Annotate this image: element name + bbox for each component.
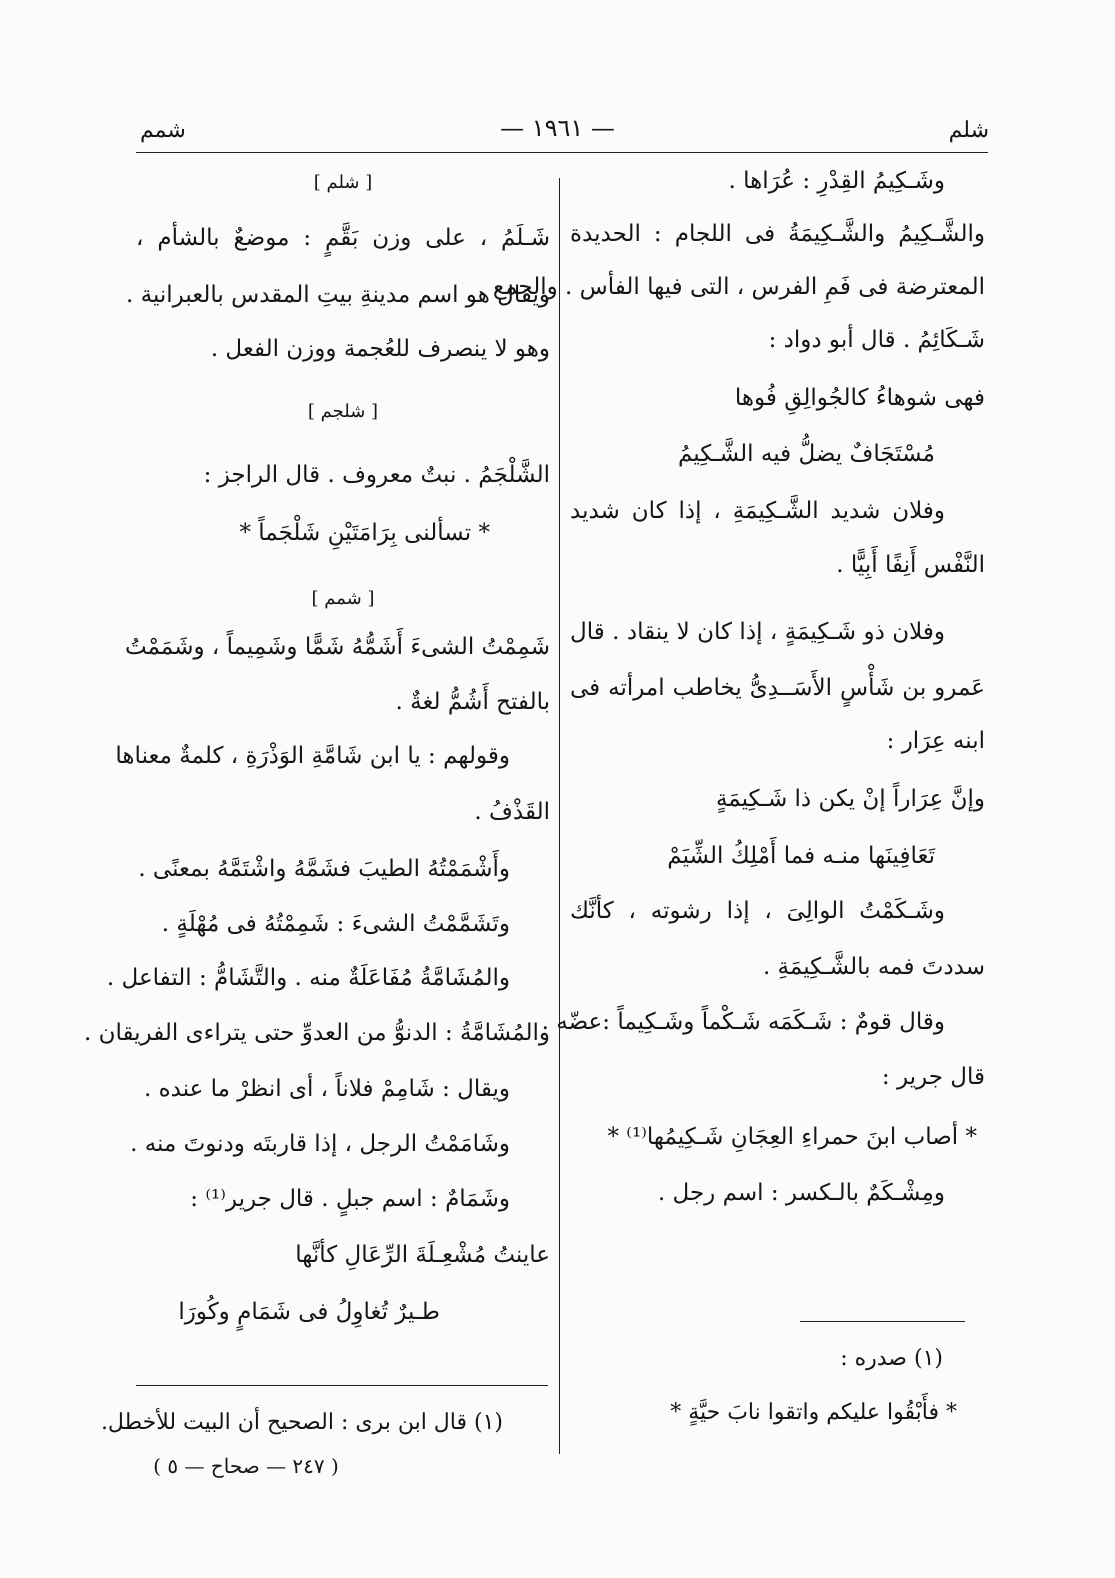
text-line: عاينتُ مُشْعِـلَةَ الرِّعَالِ كأنَّها <box>295 1242 550 1268</box>
text-line: وفلان ذو شَـكِيمَةٍ ، إذا كان لا ينقاد . قال <box>570 619 945 645</box>
running-head-left: شمم <box>140 118 186 143</box>
text-line: * أصاب ابنَ حمراءِ العِجَانِ شَـكِيمُها⁽¹⁾ * <box>607 1124 977 1150</box>
text-line: وقال قومٌ : شَـكَمَه شَـكْماً وشَـكِيماً :عضّه . <box>541 1009 945 1035</box>
text-line: [ شلجم ] <box>307 401 379 422</box>
text-line: وأَشْمَمْتُهُ الطيبَ فشَمَّهُ واشْتَمَّهُ بمعنًى . <box>138 856 510 882</box>
text-line: القَذْفُ . <box>474 799 550 825</box>
text-line: والشَّـكِيمُ والشَّـكِيمَةُ فى اللجام : الحديدة <box>570 221 985 247</box>
text-line: فهى شوهاءُ كالجُوالِقِ فُوها <box>734 385 985 411</box>
text-line: ابنه عِرَار : <box>886 728 985 754</box>
text-line: ويقال : شَامِمْ فلاناً ، أى انظرْ ما عنده . <box>143 1076 510 1102</box>
text-line: وقولهم : يا ابن شَامَّةِ الوَذْرَةِ ، كلمةٌ معناها <box>115 743 510 769</box>
column-divider <box>559 178 560 1454</box>
text-line: وفلان شديد الشَّـكِيمَةِ ، إذا كان شديد <box>570 498 945 524</box>
text-line: * تسألنى بِرَامَتَيْنِ شَلْجَماً * <box>239 520 490 546</box>
text-line: وإنَّ عِرَاراً إنْ يكن ذا شَـكِيمَةٍ <box>715 786 985 812</box>
running-head-right: شلم <box>948 118 989 143</box>
footnote-rule-left <box>136 1385 548 1386</box>
text-line: وهو لا ينصرف للعُجمة ووزن الفعل . <box>210 336 550 362</box>
text-line: سددتَ فمه بالشَّـكِيمَةِ . <box>762 954 985 980</box>
signature-mark: ( ٢٤٧ — صحاح — ٥ ) <box>153 1454 339 1478</box>
text-line: قال جرير : <box>881 1064 985 1090</box>
footnote-right-verse: * فأَبْقُوا عليكم واتقوا نابَ حيَّةٍ * <box>670 1400 957 1425</box>
text-line: عَمرو بن شَأْسٍ الأَسَــدِىُّ يخاطب امرأته فى <box>570 675 985 701</box>
header-rule <box>136 152 988 153</box>
text-line: [ شمم ] <box>311 588 375 609</box>
text-line: ومِشْـكَمٌ بالـكسر : اسم رجل . <box>657 1180 945 1206</box>
text-line: شَـكَائِمُ . قال أبو دواد : <box>768 327 985 353</box>
footnote-left: (١) قال ابن برى : الصحيح أن البيت للأخطل. <box>100 1410 503 1435</box>
text-line: [ شلم ] <box>313 172 373 193</box>
text-line: بالفتح أَشُمُّ لغةٌ . <box>395 689 550 715</box>
text-line: وشَـكِيمُ القِدْرِ : عُرَاها . <box>728 168 945 194</box>
text-line: مُسْتَجَافٌ يضلُّ فيه الشَّـكِيمُ <box>677 441 935 467</box>
text-line: النَّفْس أَنِفًا أَبِيًّا . <box>836 552 985 578</box>
text-line: وشَامَمْتُ الرجل ، إذا قاربتَه ودنوتَ منه . <box>130 1131 510 1157</box>
footnote-rule-right <box>800 1321 965 1322</box>
text-line: والمُشَامَّةُ مُفَاعَلَةٌ منه . والتَّشَامُّ : التفاعل . <box>106 965 510 991</box>
footnote-right-label: (١) صدره : <box>840 1346 943 1371</box>
text-line: والمُشَامَّةُ : الدنوُّ من العدوِّ حتى يتراءى الفريقان . <box>83 1020 550 1046</box>
text-line: الشَّلْجَمُ . نبتٌ معروف . قال الراجز : <box>203 462 550 488</box>
text-line: وشَمَامٌ : اسم جبلٍ . قال جرير⁽¹⁾ : <box>190 1186 510 1212</box>
text-line: طـيرٌ تُغاوِلُ فى شَمَامٍ وكُورَا <box>178 1299 440 1325</box>
text-line: وشَـكَمْتُ الوالِىَ ، إذا رشوته ، كأنَّك <box>570 898 945 924</box>
text-line: شَمِمْتُ الشىءَ أَشَمُّهُ شَمًّا وشَمِيماً ، وشَمَمْتُ <box>125 634 550 660</box>
text-line: شَـلَمُ ، على وزن بَقَّمٍ : موضعٌ بالشأم ، <box>136 225 550 251</box>
text-line: المعترضة فى فَمِ الفرس ، التى فيها الفأس . والجمع <box>492 274 985 300</box>
page-number: — ١٩٦١ — <box>500 114 615 142</box>
text-line: تَعَافِينَها منـه فما أَمْلِكُ الشِّيَمْ <box>667 843 935 869</box>
text-line: ويقال هو اسم مدينةِ بيتِ المقدس بالعبرانية . <box>125 282 550 308</box>
text-line: وتَشَمَّمْتُ الشىءَ : شَمِمْتُهُ فى مُهْلَةٍ . <box>161 911 510 937</box>
